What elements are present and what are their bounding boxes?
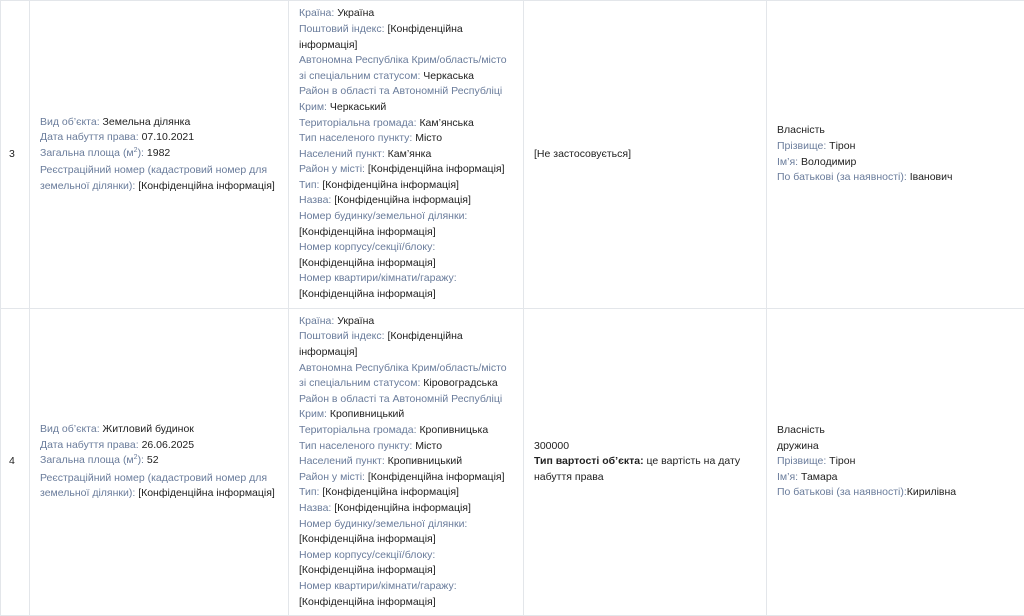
area-label: Загальна площа $(м^2)$: xyxy=(40,454,147,466)
row-number: 3 xyxy=(1,1,30,309)
object-type-label: Вид об’єкта: xyxy=(40,423,103,435)
house-number-label: Номер будинку/земельної ділянки: xyxy=(299,210,467,222)
city-district-value: [Конфіденційна інформація] xyxy=(368,163,505,175)
patronymic-value: Кирилівна xyxy=(907,486,956,498)
acquisition-date-value: 26.06.2025 xyxy=(142,439,195,451)
street-type-label: Тип: xyxy=(299,486,322,498)
postcode-value: [Конфіденційна інформація] xyxy=(299,23,463,51)
community-label: Територіальна громада: xyxy=(299,117,419,129)
settlement-value: Кам’янка xyxy=(388,148,432,160)
settlement-type-value: Місто xyxy=(415,132,442,144)
street-name-label: Назва: xyxy=(299,502,334,514)
community-value: Кропивницька xyxy=(419,424,488,436)
value-text: [Не застосовується] xyxy=(534,147,756,163)
acquisition-date-label: Дата набуття права: xyxy=(40,439,142,451)
value-cell xyxy=(524,1,767,309)
city-district-label: Район у місті: xyxy=(299,471,368,483)
building-number-label: Номер корпусу/секції/блоку: xyxy=(299,241,435,253)
object-cell xyxy=(30,1,289,309)
area-value: 1982 xyxy=(147,147,170,159)
settlement-type-value: Місто xyxy=(415,440,442,452)
settlement-label: Населений пункт: xyxy=(299,148,388,160)
value-type-label: Тип вартості об’єкта: xyxy=(534,455,647,467)
district-value: Кропивницький xyxy=(330,408,404,420)
value-type-value: це вартість на дату набуття права xyxy=(534,455,740,483)
community-label: Територіальна громада: xyxy=(299,424,419,436)
settlement-label: Населений пункт: xyxy=(299,455,388,467)
acquisition-date-label: Дата набуття права: xyxy=(40,131,142,143)
registration-number-label: Реєстраційний номер (кадастровий номер для земельної ділянки): xyxy=(40,472,267,500)
district-label: Район в області та Автономній Республіці Крим: xyxy=(299,85,502,113)
surname-label: Прізвище: xyxy=(777,455,829,467)
city-district-label: Район у місті: xyxy=(299,163,368,175)
first-name-value: Володимир xyxy=(801,156,856,168)
table-row xyxy=(1,1,1024,309)
country-label: Країна: xyxy=(299,315,337,327)
owner-cell xyxy=(767,1,1024,309)
country-value: Україна xyxy=(337,315,374,327)
country-label: Країна: xyxy=(299,7,337,19)
community-value: Кам’янська xyxy=(419,117,473,129)
ownership-right: Власність xyxy=(777,123,1014,139)
apartment-number-label: Номер квартири/кімнати/гаражу: xyxy=(299,272,457,284)
area-value: 52 xyxy=(147,454,159,466)
district-label: Район в області та Автономній Республіці Крим: xyxy=(299,393,502,421)
object-cell xyxy=(30,309,289,616)
object-type-label: Вид об’єкта: xyxy=(40,116,103,128)
acquisition-date-value: 07.10.2021 xyxy=(142,131,195,143)
region-label: Автономна Республіка Крим/область/місто зі спеціальним статусом: xyxy=(299,54,507,82)
street-name-value: [Конфіденційна інформація] xyxy=(334,502,471,514)
address-cell xyxy=(289,309,524,616)
street-type-value: [Конфіденційна інформація] xyxy=(322,486,459,498)
building-number-value: [Конфіденційна інформація] xyxy=(299,257,436,269)
surname-label: Прізвище: xyxy=(777,140,829,152)
registration-number-label: Реєстраційний номер (кадастровий номер для земельної ділянки): xyxy=(40,164,267,192)
country-value: Україна xyxy=(337,7,374,19)
region-label: Автономна Республіка Крим/область/місто зі спеціальним статусом: xyxy=(299,362,507,390)
street-name-value: [Конфіденційна інформація] xyxy=(334,194,471,206)
value-cell xyxy=(524,309,767,616)
first-name-label: Ім’я: xyxy=(777,471,801,483)
surname-value: Тірон xyxy=(829,140,855,152)
object-type-value: Земельна ділянка xyxy=(103,116,191,128)
owner-cell xyxy=(767,309,1024,616)
registration-number-value: [Конфіденційна інформація] xyxy=(138,487,275,499)
area-label: Загальна площа $(м^2)$: xyxy=(40,147,147,159)
apartment-number-value: [Конфіденційна інформація] xyxy=(299,288,436,300)
patronymic-label: По батькові (за наявності): xyxy=(777,486,907,498)
row-number: 4 xyxy=(1,309,30,616)
patronymic-value: Іванович xyxy=(910,171,953,183)
value-text: 300000 xyxy=(534,439,756,455)
postcode-value: [Конфіденційна інформація] xyxy=(299,330,463,358)
apartment-number-label: Номер квартири/кімнати/гаражу: xyxy=(299,580,457,592)
surname-value: Тірон xyxy=(829,455,855,467)
apartment-number-value: [Конфіденційна інформація] xyxy=(299,596,436,608)
object-type-value: Житловий будинок xyxy=(103,423,194,435)
settlement-value: Кропивницький xyxy=(388,455,462,467)
street-type-value: [Конфіденційна інформація] xyxy=(322,179,459,191)
patronymic-label: По батькові (за наявності): xyxy=(777,171,910,183)
street-name-label: Назва: xyxy=(299,194,334,206)
region-value: Черкаська xyxy=(423,70,474,82)
city-district-value: [Конфіденційна інформація] xyxy=(368,471,505,483)
building-number-value: [Конфіденційна інформація] xyxy=(299,564,436,576)
table-row xyxy=(1,309,1024,616)
house-number-label: Номер будинку/земельної ділянки: xyxy=(299,518,467,530)
region-value: Кіровоградська xyxy=(423,377,497,389)
district-value: Черкаський xyxy=(330,101,386,113)
address-cell xyxy=(289,1,524,309)
postcode-label: Поштовий індекс: xyxy=(299,330,387,342)
building-number-label: Номер корпусу/секції/блоку: xyxy=(299,549,435,561)
first-name-label: Ім’я: xyxy=(777,156,801,168)
settlement-type-label: Тип населеного пункту: xyxy=(299,440,415,452)
registration-number-value: [Конфіденційна інформація] xyxy=(138,180,275,192)
ownership-right: Власність xyxy=(777,423,1014,439)
first-name-value: Тамара xyxy=(801,471,838,483)
street-type-label: Тип: xyxy=(299,179,322,191)
postcode-label: Поштовий індекс: xyxy=(299,23,387,35)
settlement-type-label: Тип населеного пункту: xyxy=(299,132,415,144)
owner-relation: дружина xyxy=(777,439,1014,455)
house-number-value: [Конфіденційна інформація] xyxy=(299,533,436,545)
house-number-value: [Конфіденційна інформація] xyxy=(299,226,436,238)
